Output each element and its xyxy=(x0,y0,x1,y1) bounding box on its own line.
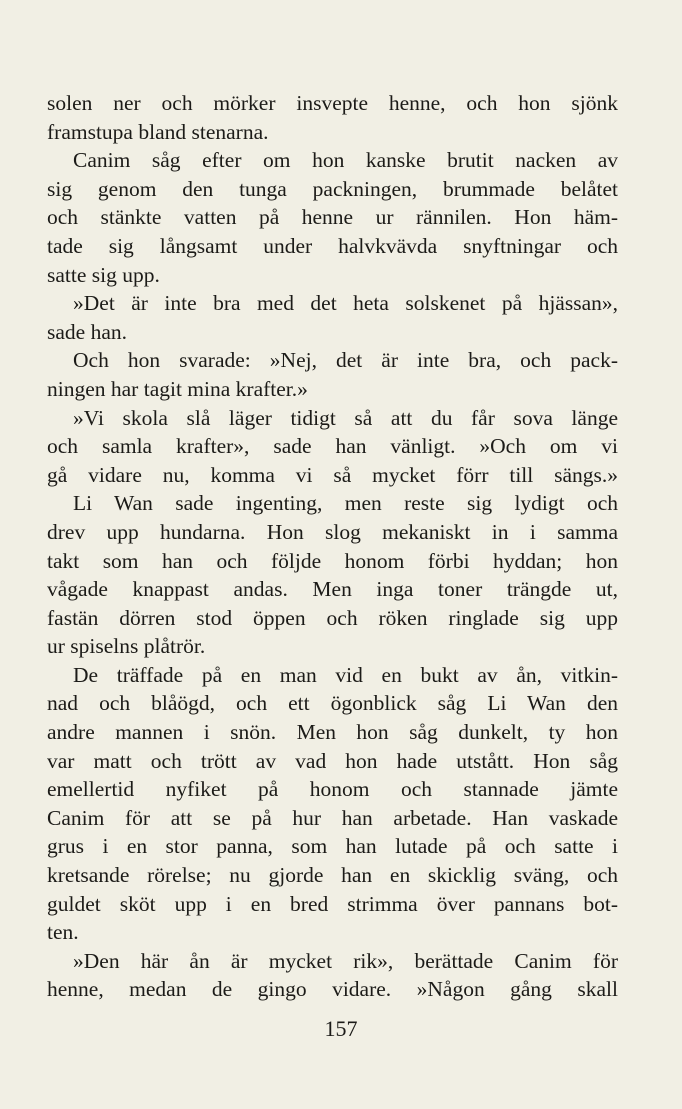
text-line: »Den här ån är mycket rik», berättade Canim för xyxy=(73,948,618,973)
text-line: Li Wan sade ingenting, men reste sig lydigt och xyxy=(73,491,618,516)
text-line: ur spiselns plåtrör. xyxy=(47,634,206,659)
text-line: Canim för att se på hur han arbetade. Han vaskade xyxy=(47,805,618,830)
text-line: guldet sköt upp i en bred strimma över pannans bot- xyxy=(47,891,618,916)
text-line: var matt och trött av vad hon hade utstått. Hon såg xyxy=(47,748,618,773)
text-line: nad och blåögd, och ett ögonblick såg Li Wan den xyxy=(47,691,618,716)
text-line: sig genom den tunga packningen, brummade belåtet xyxy=(47,176,618,201)
text-line: och stänkte vatten på henne ur rännilen. Hon häm- xyxy=(47,205,618,230)
text-line: De träffade på en man vid en bukt av ån, vitkin- xyxy=(73,662,618,687)
text-line: Och hon svarade: »Nej, det är inte bra, och pack- xyxy=(73,348,618,373)
text-line: sade han. xyxy=(47,319,127,344)
text-line: takt som han och följde honom förbi hyddan; hon xyxy=(47,548,618,573)
text-line: och samla krafter», sade han vänligt. »Och om vi xyxy=(47,434,618,459)
text-line: emellertid nyfiket på honom och stannade jämte xyxy=(47,777,618,802)
text-line: gå vidare nu, komma vi så mycket förr till sängs.» xyxy=(47,462,618,487)
text-line: ningen har tagit mina krafter.» xyxy=(47,376,308,401)
text-line: »Det är inte bra med det heta solskenet på hjässan», xyxy=(73,291,618,316)
text-line: andre mannen i snön. Men hon såg dunkelt, ty hon xyxy=(47,720,618,745)
text-line: drev upp hundarna. Hon slog mekaniskt in i samma xyxy=(47,519,618,544)
text-line: Canim såg efter om hon kanske brutit nacken av xyxy=(73,148,618,173)
body-text xyxy=(47,89,618,1004)
text-line: satte sig upp. xyxy=(47,262,160,287)
text-line: ten. xyxy=(47,920,79,945)
text-line: tade sig långsamt under halvkvävda snyftningar och xyxy=(47,233,618,258)
page-number: 157 xyxy=(324,1016,358,1041)
text-line: framstupa bland stenarna. xyxy=(47,119,269,144)
text-line: vågade knappast andas. Men inga toner trängde ut, xyxy=(47,577,618,602)
text-line: »Vi skola slå läger tidigt så att du får sova länge xyxy=(73,405,618,430)
text-line: kretsande rörelse; nu gjorde han en skicklig sväng, och xyxy=(47,863,618,888)
text-line: solen ner och mörker insvepte henne, och hon sjönk xyxy=(47,91,618,115)
text-line: fastän dörren stod öppen och röken ringlade sig upp xyxy=(47,605,618,630)
text-line: henne, medan de gingo vidare. »Någon gång skall xyxy=(47,977,618,1002)
text-line: grus i en stor panna, som han lutade på och satte i xyxy=(47,834,618,859)
